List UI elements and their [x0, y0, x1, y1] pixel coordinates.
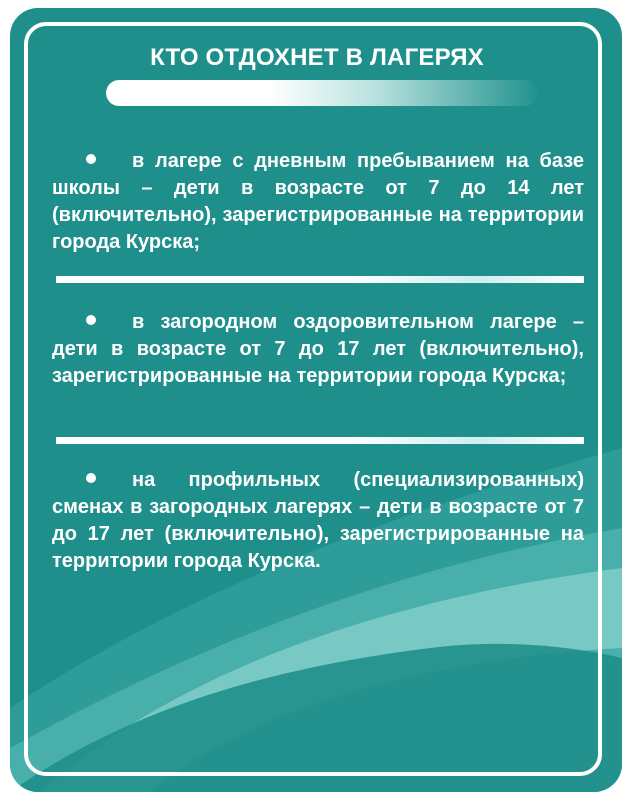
bullet-icon	[86, 154, 96, 164]
separator-line	[56, 276, 584, 283]
list-item-text: в загородном оздоровительном лагере – дети в возрасте от 7 до 17 лет (включительно), зарегистрированные на территории города Курска;	[52, 311, 584, 387]
list-item-text: в лагере с дневным пребыванием на базе школы – дети в возрасте от 7 до 14 лет (включительно), зарегистрированные на территории города Курска;	[52, 150, 584, 253]
list-item	[52, 148, 584, 256]
title-decor-bar	[106, 80, 538, 106]
bullet-icon	[86, 473, 96, 483]
bullet-icon	[86, 315, 96, 325]
panel-title: КТО ОТДОХНЕТ В ЛАГЕРЯХ	[150, 44, 484, 71]
inner-border-frame	[24, 22, 602, 776]
list-item	[52, 309, 584, 390]
separator-line	[56, 437, 584, 444]
list-item	[52, 467, 584, 575]
list-item-text: на профильных (специализированных) сменах в загородных лагерях – дети в возрасте от 7 до 17 лет (включительно), зарегистрированные на территории города Курска.	[52, 469, 584, 572]
info-panel	[10, 8, 622, 792]
